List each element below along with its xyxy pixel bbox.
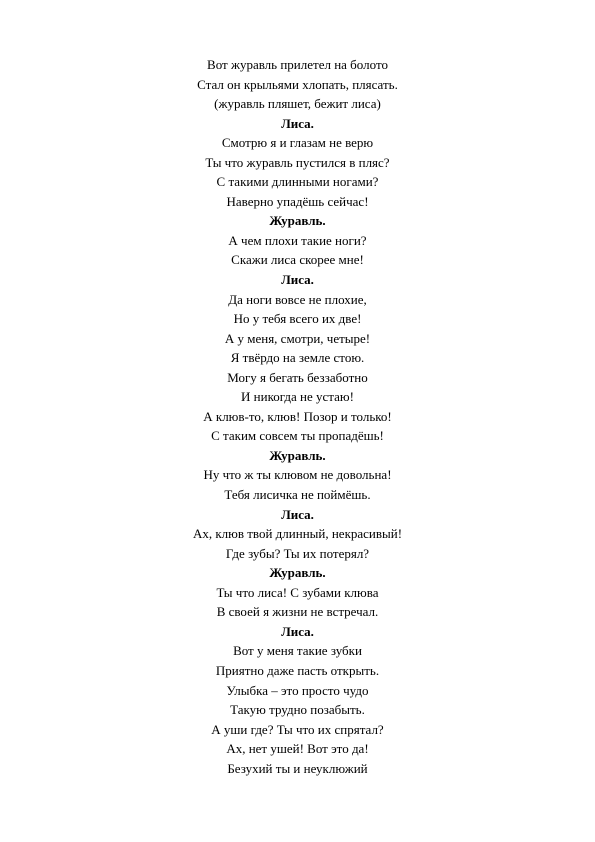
verse-line: Стал он крыльями хлопать, плясать. <box>197 76 398 92</box>
verse-line: С такими длинными ногами? <box>216 174 379 190</box>
verse-line: Я твёрдо на земле стою. <box>230 350 365 366</box>
document-page <box>0 55 595 778</box>
speaker-name: Журавль. <box>269 447 326 463</box>
verse-line: Да ноги вовсе не плохие, <box>228 291 367 307</box>
speaker-name: Журавль. <box>269 565 326 581</box>
speaker-name: Лиса. <box>281 115 314 131</box>
verse-line: Ну что ж ты клювом не довольна! <box>203 467 392 483</box>
verse-line: А уши где? Ты что их спрятал? <box>211 721 384 737</box>
verse-line: А клюв-то, клюв! Позор и только! <box>203 408 392 424</box>
verse-line: В своей я жизни не встречал. <box>216 604 379 620</box>
verse-line: Тебя лисичка не поймёшь. <box>224 487 371 503</box>
verse-line: Улыбка – это просто чудо <box>226 682 369 698</box>
speaker-name: Лиса. <box>281 272 314 288</box>
verse-line: А у меня, смотри, четыре! <box>224 330 371 346</box>
verse-line: Скажи лиса скорее мне! <box>231 252 364 268</box>
speaker-name: Журавль. <box>269 213 326 229</box>
verse-line: (журавль пляшет, бежит лиса) <box>214 96 381 112</box>
verse-line: Ты что лиса! С зубами клюва <box>216 584 379 600</box>
verse-line: Приятно даже пасть открыть. <box>215 662 380 678</box>
verse-line: Где зубы? Ты их потерял? <box>225 545 370 561</box>
verse-line: Могу я бегать беззаботно <box>227 369 368 385</box>
verse-line: Но у тебя всего их две! <box>233 311 362 327</box>
verse-line: И никогда не устаю! <box>241 389 354 405</box>
verse-line: С таким совсем ты пропадёшь! <box>211 428 384 444</box>
verse-line: Такую трудно позабыть. <box>230 702 365 718</box>
verse-line: Ты что журавль пустился в пляс? <box>205 154 390 170</box>
verse-line: Вот журавль прилетел на болото <box>207 57 388 72</box>
verse-line: Наверно упадёшь сейчас! <box>226 193 369 209</box>
speaker-name: Лиса. <box>281 506 314 522</box>
verse-line: Безухий ты и неуклюжий <box>227 760 368 776</box>
verse-line: Ах, клюв твой длинный, некрасивый! <box>192 526 403 542</box>
verse-line: Вот у меня такие зубки <box>233 643 362 659</box>
verse-line: Смотрю я и глазам не верю <box>221 135 374 151</box>
dialogue-text <box>0 55 595 778</box>
verse-line: Ах, нет ушей! Вот это да! <box>226 741 369 757</box>
verse-line: А чем плохи такие ноги? <box>228 232 367 248</box>
speaker-name: Лиса. <box>281 623 314 639</box>
